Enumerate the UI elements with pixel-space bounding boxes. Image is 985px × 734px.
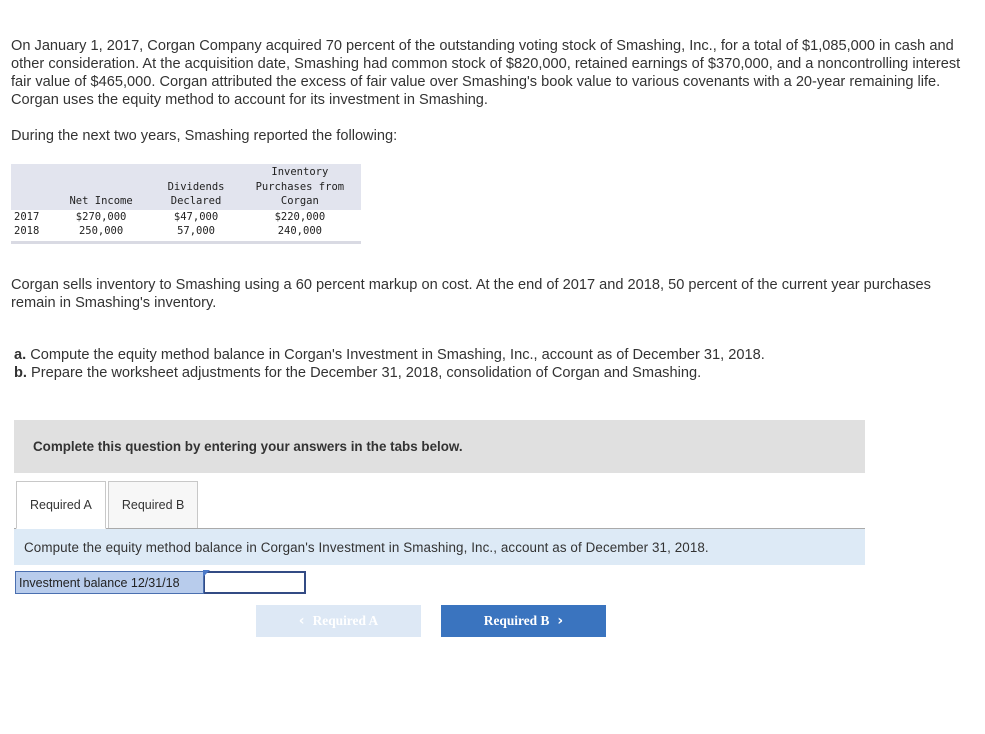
tab-required-a[interactable]: Required A [16, 481, 106, 529]
requirement-b-text: Prepare the worksheet adjustments for the December 31, 2018, consolidation of Corgan and Smashing. [31, 365, 702, 381]
table-cell-dividends: $47,000 [173, 210, 219, 223]
chevron-right-icon: › [557, 613, 564, 629]
table-header-row [11, 164, 361, 210]
problem-intro: On January 1, 2017, Corgan Company acquired 70 percent of the outstanding voting stock of Smashing, Inc., for a total of $1,085,000 in cash and other consideration. At the acquisition date, Smashing had common stock of $820,000, retained earnings of $370,000, and a noncontrolling interest fair value of $465,000. Corgan attributed the excess of fair value over Smashing's book value to various covenants with a 20-year remaining life. Corgan uses the equity method to account for its investment in Smashing. [11, 38, 961, 108]
table-cell-dividends: 57,000 [153, 224, 238, 242]
prev-required-a-button[interactable] [256, 605, 421, 637]
instructions-banner: Complete this question by entering your answers in the tabs below. [14, 420, 865, 473]
table-row [11, 224, 361, 242]
table-row [11, 210, 361, 225]
requirement-b-letter: b. [14, 365, 27, 381]
table-cell-net-income: 250,000 [49, 224, 154, 242]
table-cell-year: 2018 [11, 224, 49, 242]
investment-balance-label: Investment balance 12/31/18 [15, 571, 204, 594]
tab-required-b[interactable]: Required B [108, 481, 199, 529]
table-header-inventory-purchases: Inventory Purchases from Corgan [239, 164, 361, 210]
problem-subhead: During the next two years, Smashing reported the following: [11, 128, 398, 144]
table-cell-inventory-purchases: 240,000 [239, 224, 361, 242]
investment-balance-input[interactable] [204, 571, 306, 594]
next-required-b-button[interactable] [441, 605, 606, 637]
answer-row [15, 571, 306, 594]
next-button-label: Required B [483, 613, 550, 628]
requirement-a-text: Compute the equity method balance in Corgan's Investment in Smashing, Inc., account as of December 31, 2018. [30, 347, 765, 363]
table-header-dividends: Dividends Declared [153, 164, 238, 210]
tab-instruction: Compute the equity method balance in Corgan's Investment in Smashing, Inc., account as of December 31, 2018. [14, 529, 865, 565]
smashing-data-table [11, 164, 361, 244]
table-header-year [11, 164, 49, 210]
input-flag-icon [203, 570, 210, 577]
investment-balance-field-wrap [204, 571, 306, 594]
table-cell-inventory-purchases: $220,000 [274, 210, 326, 223]
table-cell-net-income: $270,000 [75, 210, 127, 223]
problem-markup-paragraph: Corgan sells inventory to Smashing using a 60 percent markup on cost. At the end of 2017 and 2018, 50 percent of the current year purchases remain in Smashing's inventory. [11, 277, 931, 311]
requirements-list [14, 346, 969, 382]
table-header-net-income: Net Income [49, 164, 154, 210]
requirement-b [14, 364, 969, 382]
requirement-a-letter: a. [14, 347, 27, 363]
prev-button-label: Required A [312, 613, 379, 628]
table-cell-year: 2017 [14, 210, 40, 223]
requirement-tabs [16, 481, 198, 529]
requirement-a [14, 346, 969, 364]
chevron-left-icon: ‹ [298, 613, 305, 629]
